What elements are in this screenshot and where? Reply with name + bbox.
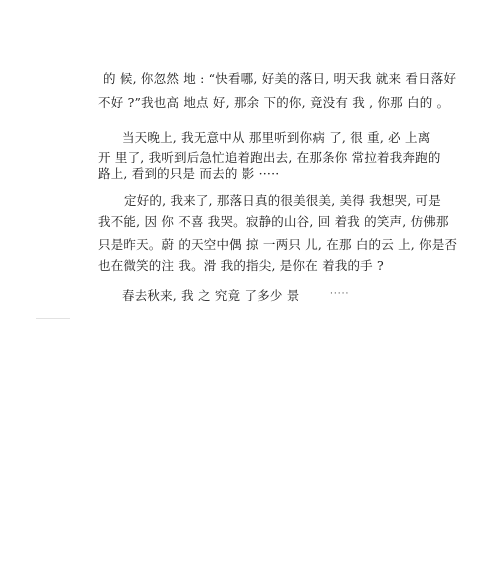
paragraph-3-line-4: 也在微笑的注 我。滑 我的指尖, 是你在 着我的手 ?: [98, 258, 384, 273]
paragraph-1-line-2: 不好 ?”我也高 地点 好, 那余 下的你, 竟没有 我 , 你那 白的 。: [98, 95, 450, 110]
ellipsis-dots: ·····: [330, 289, 350, 299]
paragraph-3-line-3: 只是昨天。蔚 的天空中偶 掠 一两只 儿, 在那 白的云 上, 你是否: [98, 237, 458, 252]
paragraph-2-line-1: 当天晚上, 我无意中从 那里听到你病 了, 很 重, 必 上离: [122, 130, 431, 145]
divider-rule: [36, 318, 70, 319]
paragraph-3-line-2: 我不能, 因 你 不喜 我哭。寂静的山谷, 回 着我 的笑声, 仿佛那: [98, 214, 449, 229]
paragraph-2-line-2: 开 里了, 我听到后急忙追着跑出去, 在那条你 常拉着我奔跑的: [98, 150, 441, 165]
paragraph-4-line-1: 春去秋来, 我 之 究竟 了多少 景: [122, 288, 300, 303]
paragraph-1-line-1: 的 候, 你忽然 地 : “快看哪, 好美的落日, 明天我 就来 看日落好: [103, 71, 457, 86]
paragraph-2-line-3: 路上, 看到的只是 而去的 影 ·····: [98, 166, 280, 181]
paragraph-3-line-1: 定好的, 我来了, 那落日真的很美很美, 美得 我想哭, 可是: [124, 193, 441, 208]
